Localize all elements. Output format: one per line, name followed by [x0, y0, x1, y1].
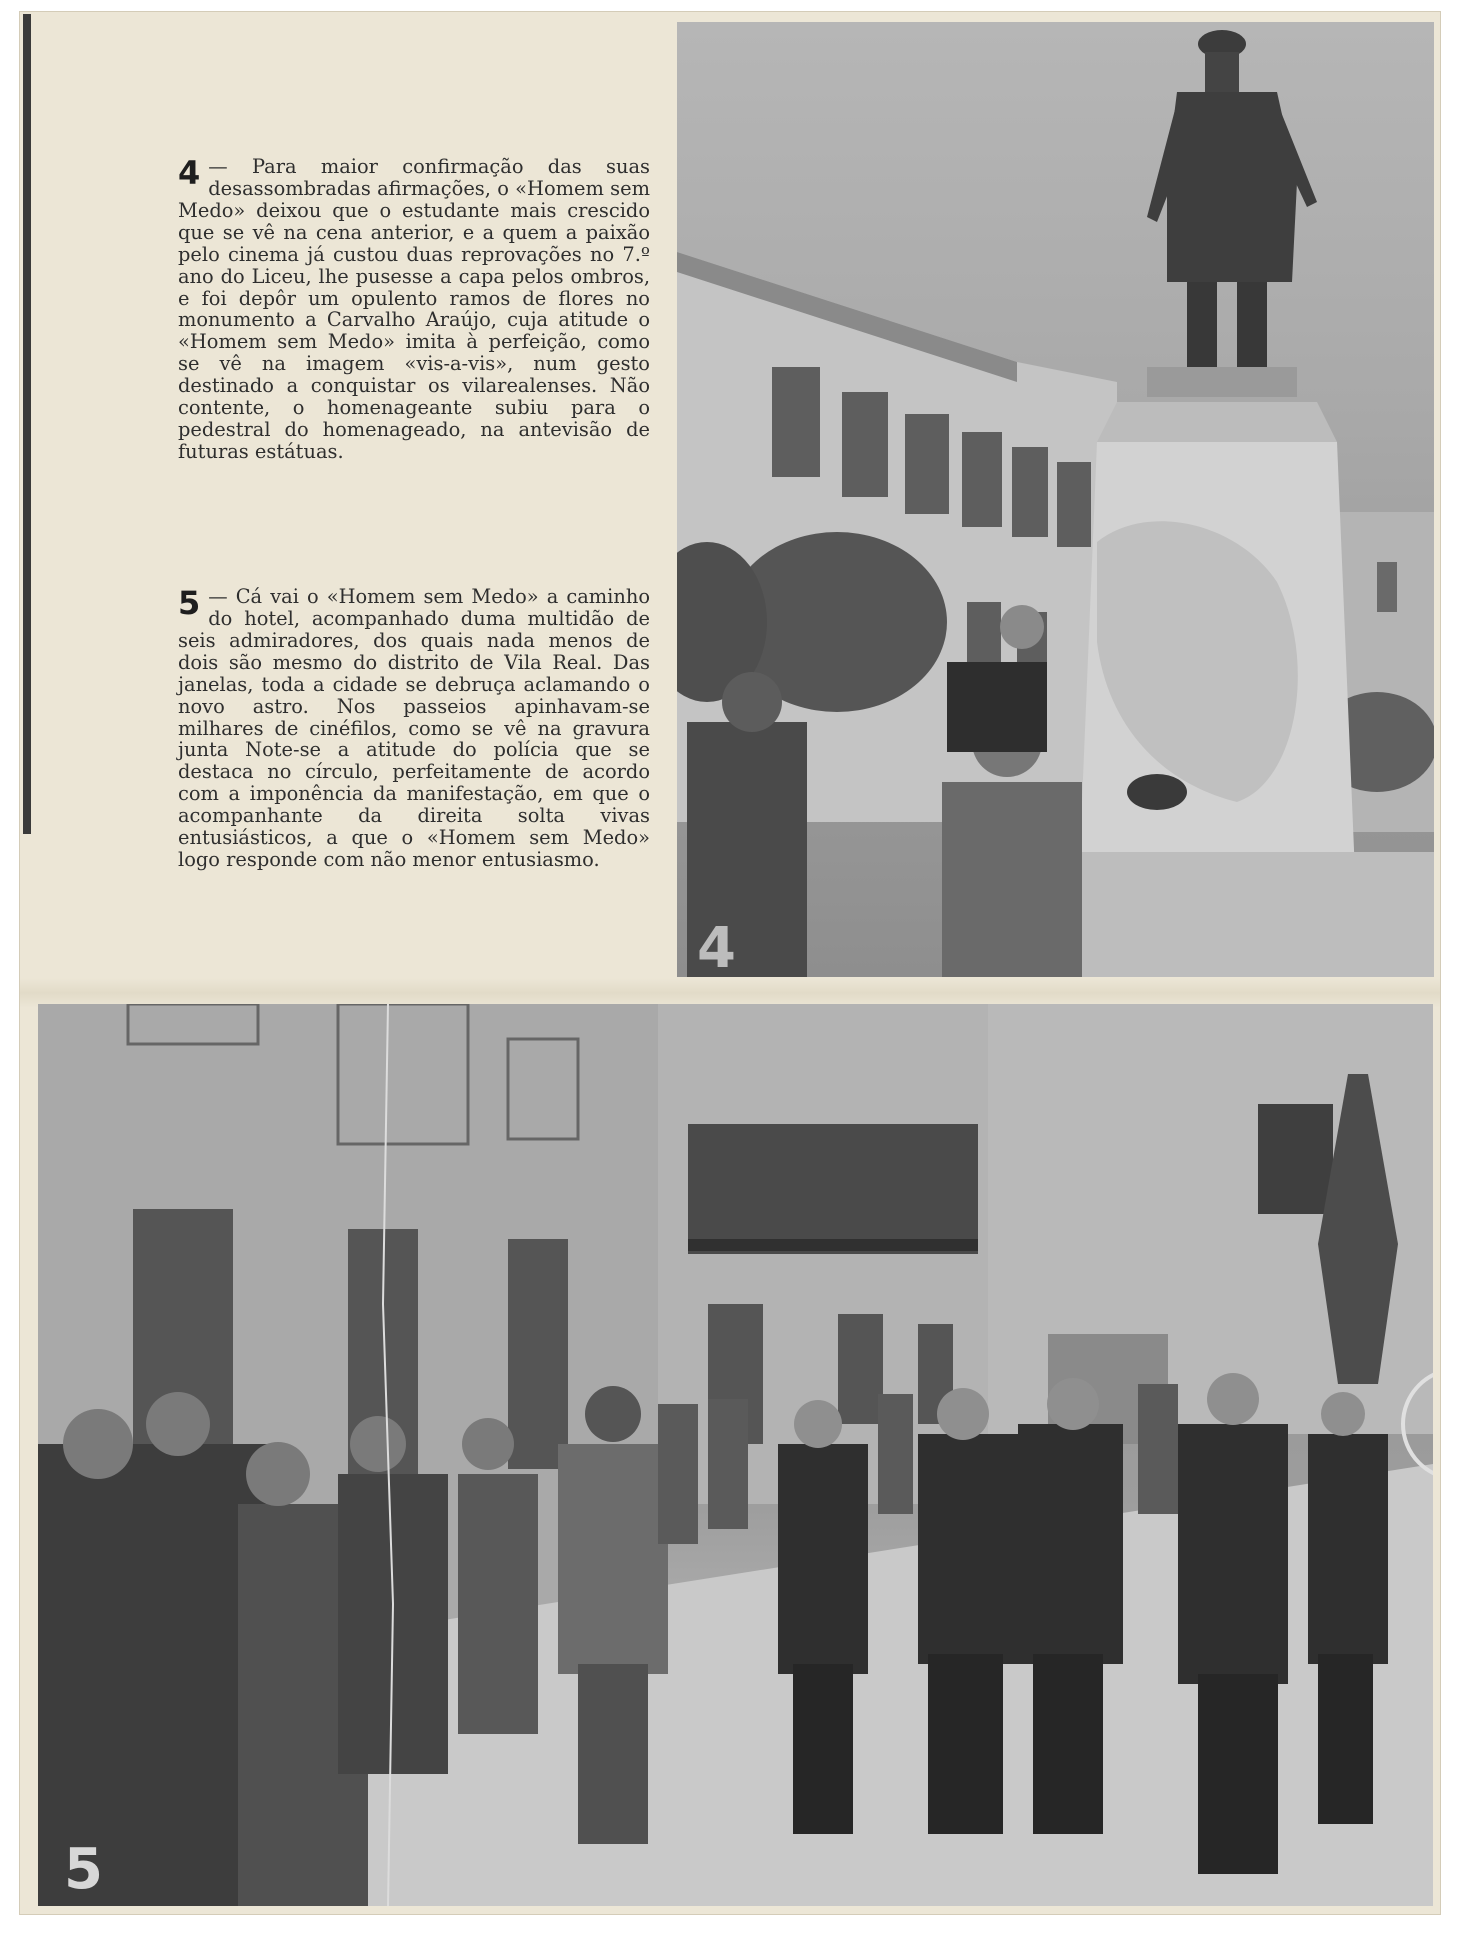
photo-4-label: 4: [697, 916, 736, 977]
caption-5-number: 5: [178, 584, 201, 622]
street-procession-photo: [38, 1004, 1433, 1906]
street-procession-illustration: [38, 1004, 1433, 1906]
statue-monument-photo: [677, 22, 1434, 977]
caption-4-text: — Para maior confirmação das suas desassombradas afirmações, o «Homem sem Medo» deixou que o estudante mais crescido que se vê na cena anterior, e a quem a paixão pelo cinema já custou duas reprovações no 7.º ano do Liceu, lhe pusesse a capa pelos ombros, e foi depôr um opulento ramos de flores no monumento a Carvalho Araújo, cuja atitude o «Homem sem Medo» imita à perfeição, como se vê na imagem «vis-a-vis», num gesto destinado a conquistar os vilarealenses. Não contente, o homenageante subiu para o pedestral do homenageado, na antevisão de futuras estátuas.: [178, 155, 650, 463]
caption-5-text: — Cá vai o «Homem sem Medo» a caminho do hotel, acompanhado duma multidão de seis admiradores, dos quais nada menos de dois são mesmo do distrito de Vila Real. Das janelas, toda a cidade se debruça aclamando o novo astro. Nos passeios apinhavam-se milhares de cinéfilos, como se vê na gravura junta Note-se a atitude do polícia que se destaca no círculo, perfeitamente de acordo com a imponência da manifestação, em que o acompanhante da direita solta vivas entusiásticos, a que o «Homem sem Medo» logo responde com não menor entusiasmo.: [178, 585, 650, 872]
torn-edge-strip: [23, 14, 31, 834]
photo-5-label: 5: [64, 1837, 103, 1902]
caption-4-number: 4: [178, 154, 201, 192]
caption-5: [178, 586, 650, 871]
caption-4: [178, 156, 650, 463]
statue-monument-illustration: [677, 22, 1434, 977]
